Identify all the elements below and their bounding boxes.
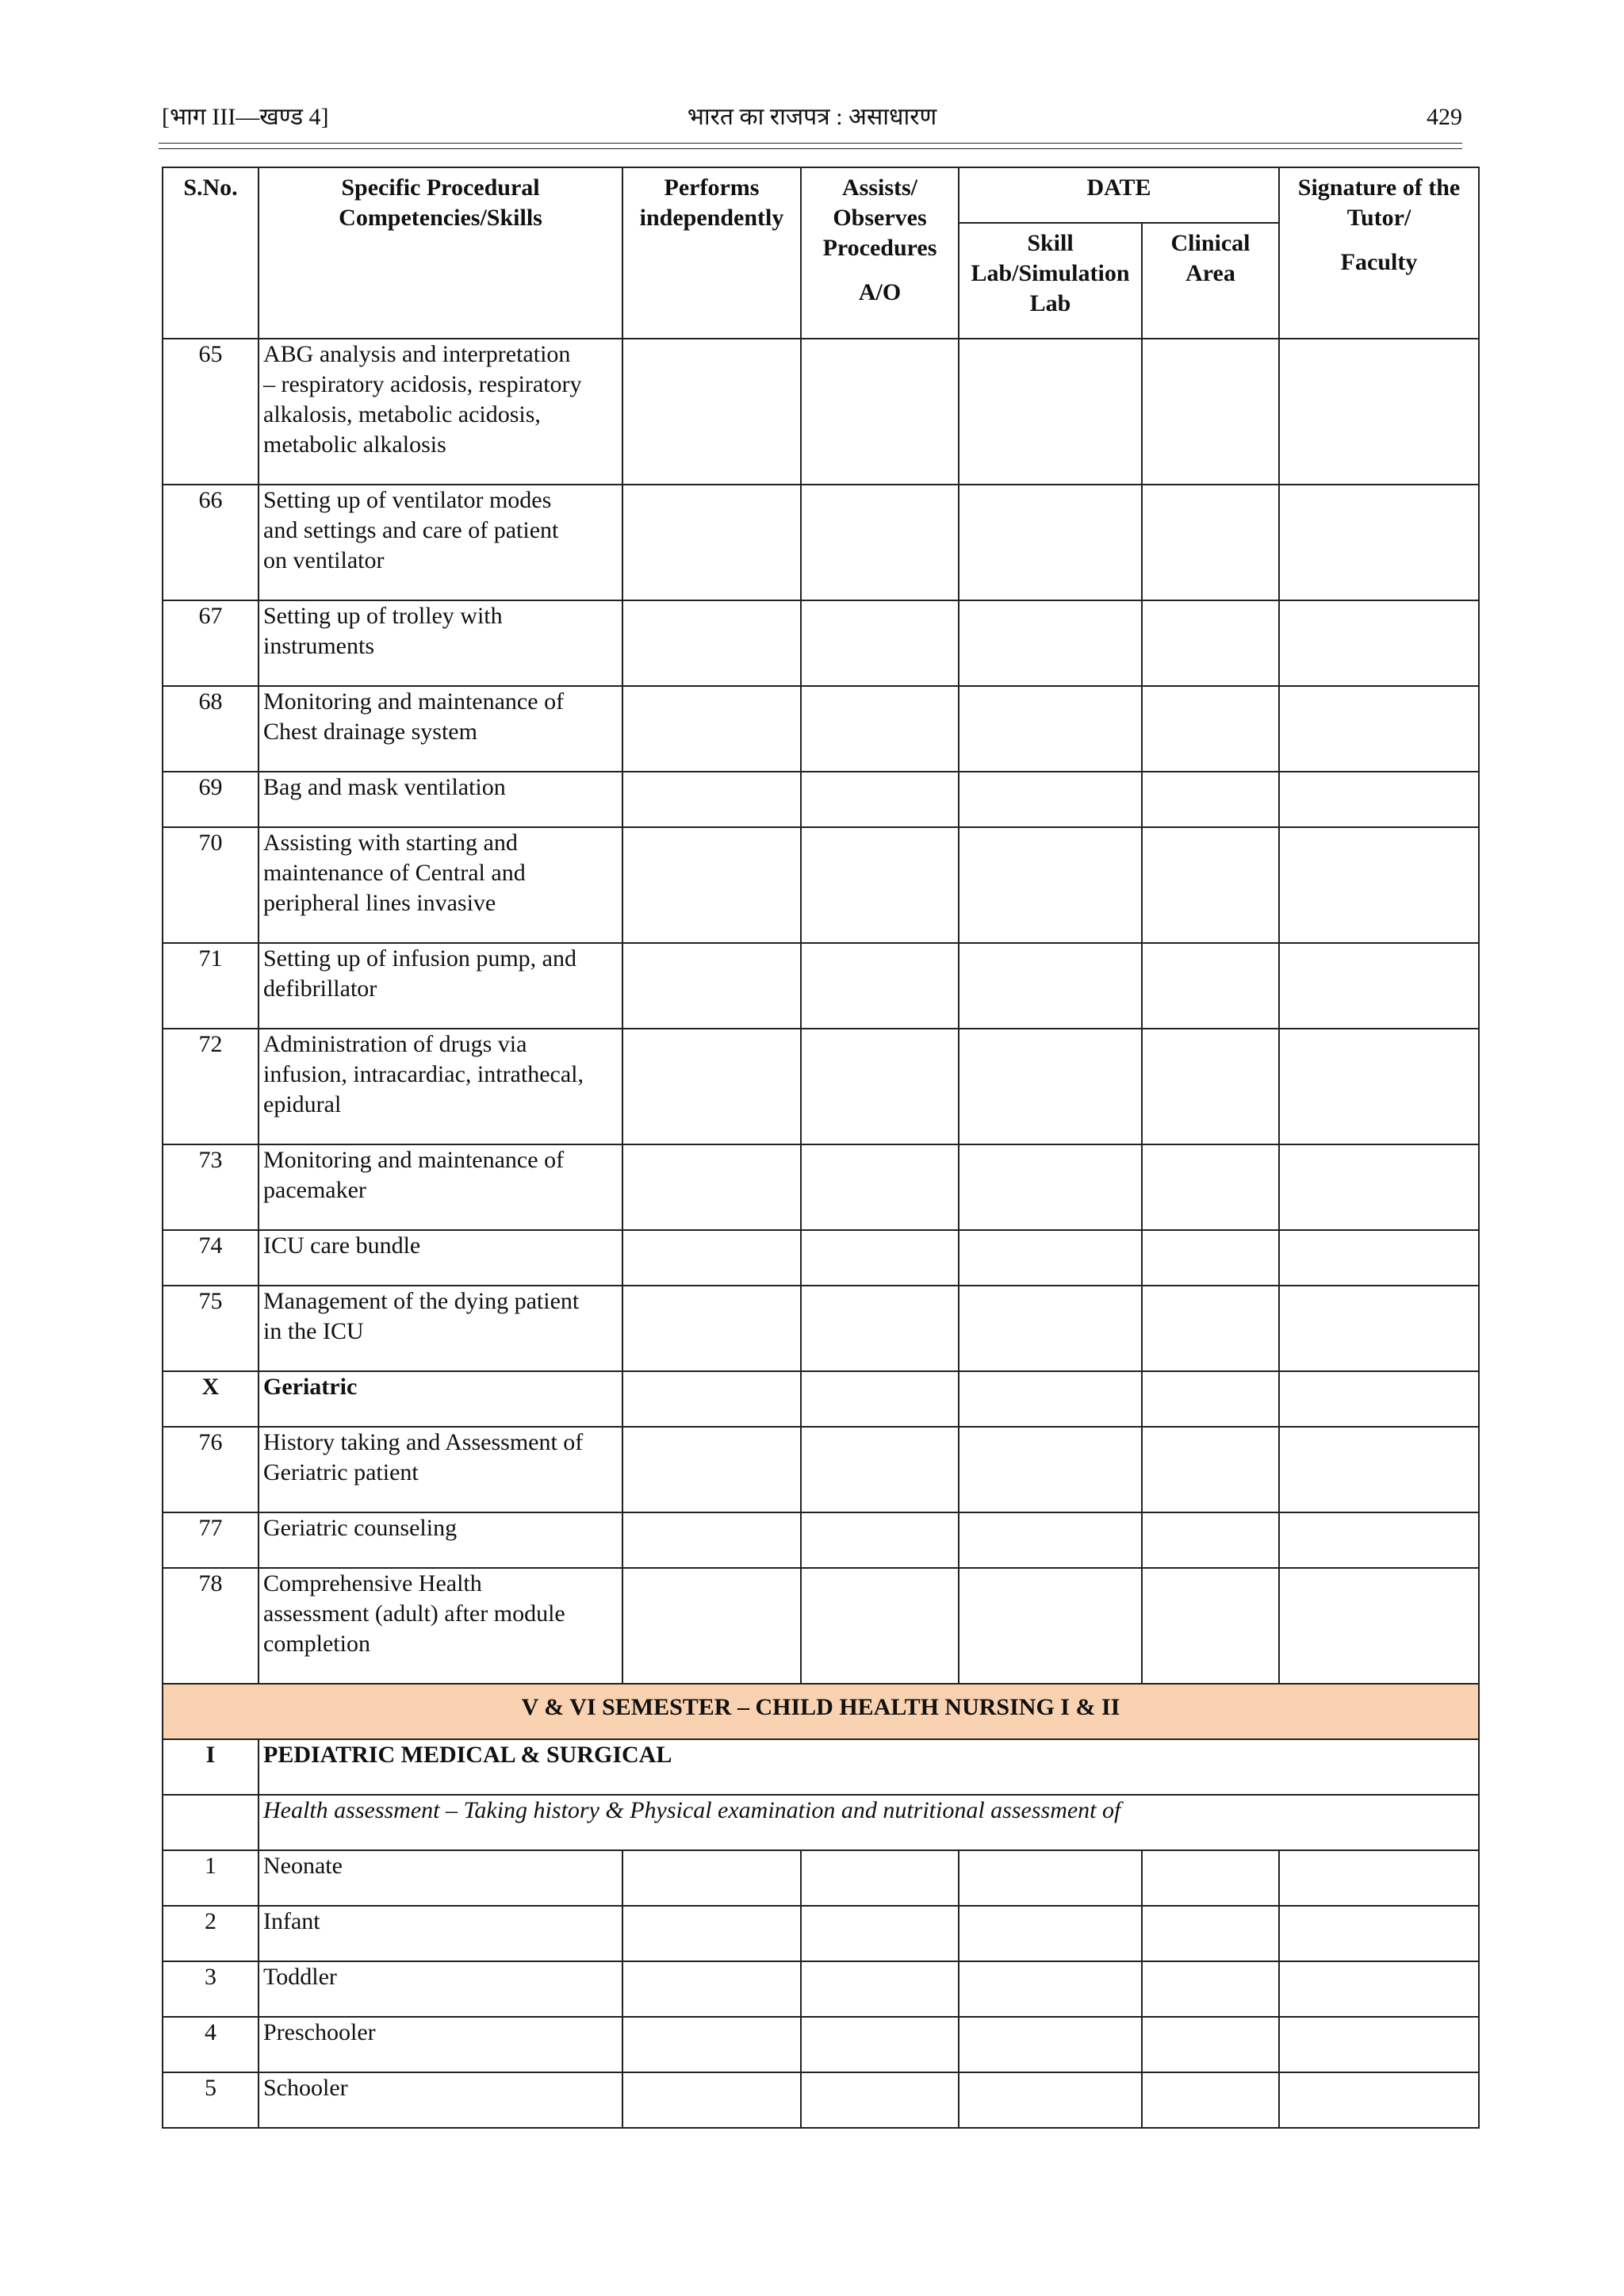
cell-clinical-date[interactable] <box>1142 1512 1279 1568</box>
cell-assists[interactable] <box>801 1230 959 1286</box>
cell-assists[interactable] <box>801 485 959 600</box>
cell-assists[interactable] <box>801 1568 959 1684</box>
cell-assists[interactable] <box>801 2017 959 2072</box>
cell-performs[interactable] <box>622 1512 801 1568</box>
cell-signature[interactable] <box>1279 1568 1479 1684</box>
cell-clinical-date[interactable] <box>1142 1230 1279 1286</box>
skill-text-line: Neonate <box>263 1853 343 1879</box>
cell-skill-lab-date[interactable] <box>959 1850 1142 1906</box>
cell-clinical-date[interactable] <box>1142 1427 1279 1512</box>
skill-text-line: pacemaker <box>263 1177 366 1203</box>
cell-clinical-date[interactable] <box>1142 1961 1279 2017</box>
skill-text-line: Toddler <box>263 1964 337 1990</box>
section-row <box>163 1371 1479 1427</box>
cell-clinical-date[interactable] <box>1142 686 1279 772</box>
cell-signature[interactable] <box>1279 1371 1479 1427</box>
skill-text-line: Geriatric counseling <box>263 1515 458 1541</box>
cell-performs[interactable] <box>622 1029 801 1144</box>
cell-signature[interactable] <box>1279 485 1479 600</box>
cell-skill <box>259 1512 622 1568</box>
skill-text-line: instruments <box>263 633 374 659</box>
cell-clinical-date[interactable] <box>1142 1144 1279 1230</box>
cell-sno: 3 <box>163 1961 259 2017</box>
table-row <box>163 485 1479 600</box>
cell-sno: 4 <box>163 2017 259 2072</box>
note-text: Health assessment – Taking history & Physical examination and nutritional assessment of <box>259 1795 1479 1850</box>
cell-signature[interactable] <box>1279 943 1479 1029</box>
cell-signature[interactable] <box>1279 600 1479 686</box>
competency-table <box>162 167 1480 2129</box>
table-row <box>163 1512 1479 1568</box>
gazette-title: भारत का राजपत्र : असाधारण <box>687 104 937 130</box>
cell-clinical-date[interactable] <box>1142 339 1279 485</box>
cell-performs[interactable] <box>622 772 801 827</box>
cell-sno: 5 <box>163 2072 259 2128</box>
skill-text-line: epidural <box>263 1091 342 1117</box>
cell-assists[interactable] <box>801 1029 959 1144</box>
cell-sno: 70 <box>163 827 259 943</box>
skill-text-line: alkalosis, metabolic acidosis, <box>263 401 541 427</box>
cell-clinical-date[interactable] <box>1142 485 1279 600</box>
skill-text-line: defibrillator <box>263 976 377 1002</box>
cell-performs[interactable] <box>622 1144 801 1230</box>
cell-clinical-date[interactable] <box>1142 827 1279 943</box>
cell-skill-lab-date[interactable] <box>959 600 1142 686</box>
cell-sno: 73 <box>163 1144 259 1230</box>
cell-performs[interactable] <box>622 1230 801 1286</box>
col-performs-header: Performs independently <box>622 167 801 339</box>
cell-assists[interactable] <box>801 1961 959 2017</box>
cell-skill <box>259 2072 622 2128</box>
cell-skill-lab-date[interactable] <box>959 1906 1142 1961</box>
skill-text-line: Infant <box>263 1908 320 1934</box>
skill-text-line: Assisting with starting and <box>263 830 518 856</box>
cell-skill <box>259 2017 622 2072</box>
col-skill-lab-header: Skill Lab/Simulation Lab <box>959 223 1142 339</box>
skill-text-line: peripheral lines invasive <box>263 890 496 916</box>
table-row <box>163 339 1479 485</box>
cell-signature[interactable] <box>1279 1906 1479 1961</box>
semester-band-row <box>163 1684 1479 1739</box>
subsection-title: PEDIATRIC MEDICAL & SURGICAL <box>259 1739 1479 1795</box>
skill-text-line: Chest drainage system <box>263 719 477 745</box>
cell-sno: 1 <box>163 1850 259 1906</box>
cell-skill-lab-date[interactable] <box>959 1512 1142 1568</box>
cell-clinical-date[interactable] <box>1142 600 1279 686</box>
table-row <box>163 1029 1479 1144</box>
cell-performs[interactable] <box>622 1371 801 1427</box>
cell-signature[interactable] <box>1279 339 1479 485</box>
cell-skill-lab-date[interactable] <box>959 827 1142 943</box>
cell-skill <box>259 600 622 686</box>
skill-text-line: metabolic alkalosis <box>263 431 446 458</box>
cell-skill <box>259 1961 622 2017</box>
cell-performs[interactable] <box>622 1568 801 1684</box>
cell-skill <box>259 1029 622 1144</box>
table-row <box>163 1906 1479 1961</box>
cell-performs[interactable] <box>622 1427 801 1512</box>
cell-clinical-date[interactable] <box>1142 1371 1279 1427</box>
cell-assists[interactable] <box>801 1512 959 1568</box>
cell-signature[interactable] <box>1279 1029 1479 1144</box>
cell-clinical-date[interactable] <box>1142 2017 1279 2072</box>
skill-text-line: Setting up of infusion pump, and <box>263 945 576 972</box>
skill-text-line: infusion, intracardiac, intrathecal, <box>263 1061 584 1087</box>
cell-signature[interactable] <box>1279 1850 1479 1906</box>
cell-skill-lab-date[interactable] <box>959 1427 1142 1512</box>
header-rule-bottom <box>159 148 1462 149</box>
skill-text-line: Management of the dying patient <box>263 1288 580 1314</box>
table-row <box>163 1427 1479 1512</box>
col-sno-header: S.No. <box>163 167 259 339</box>
cell-skill-lab-date[interactable] <box>959 1371 1142 1427</box>
col-skill-header: Specific Procedural Competencies/Skills <box>259 167 622 339</box>
cell-sno: 72 <box>163 1029 259 1144</box>
cell-sno: 65 <box>163 339 259 485</box>
skill-text-line: completion <box>263 1631 370 1657</box>
cell-performs[interactable] <box>622 1850 801 1906</box>
cell-signature[interactable] <box>1279 2017 1479 2072</box>
cell-sno: X <box>163 1371 259 1427</box>
skill-text-line: Comprehensive Health <box>263 1570 482 1596</box>
skill-text-line: Preschooler <box>263 2019 376 2045</box>
cell-sno: 74 <box>163 1230 259 1286</box>
cell-assists[interactable] <box>801 600 959 686</box>
table-row <box>163 772 1479 827</box>
skill-text-line: and settings and care of patient <box>263 517 559 543</box>
col-date-header: DATE <box>959 167 1279 223</box>
table-row <box>163 1568 1479 1684</box>
col-clinical-header: Clinical Area <box>1142 223 1279 339</box>
cell-clinical-date[interactable] <box>1142 1029 1279 1144</box>
page-header <box>162 100 1462 140</box>
skill-text-line: Schooler <box>263 2075 348 2101</box>
cell-assists[interactable] <box>801 827 959 943</box>
cell-performs[interactable] <box>622 1286 801 1371</box>
skill-text-line: Setting up of ventilator modes <box>263 487 552 513</box>
skill-text-line: Bag and mask ventilation <box>263 774 506 800</box>
cell-skill <box>259 1850 622 1906</box>
table-row <box>163 2072 1479 2128</box>
cell-skill <box>259 1427 622 1512</box>
skill-text-line: Geriatric <box>263 1374 358 1400</box>
cell-skill-lab-date[interactable] <box>959 772 1142 827</box>
table-header-row <box>163 167 1479 223</box>
cell-skill-lab-date[interactable] <box>959 686 1142 772</box>
cell-clinical-date[interactable] <box>1142 1850 1279 1906</box>
table-row <box>163 1961 1479 2017</box>
skill-text-line: assessment (adult) after module <box>263 1600 565 1627</box>
table-row <box>163 827 1479 943</box>
cell-skill <box>259 339 622 485</box>
skill-text-line: on ventilator <box>263 547 385 573</box>
cell-signature[interactable] <box>1279 686 1479 772</box>
cell-sno: 69 <box>163 772 259 827</box>
cell-assists[interactable] <box>801 1371 959 1427</box>
skill-text-line: ICU care bundle <box>263 1232 421 1259</box>
cell-skill <box>259 943 622 1029</box>
cell-sno: 68 <box>163 686 259 772</box>
cell-skill <box>259 1371 622 1427</box>
cell-performs[interactable] <box>622 943 801 1029</box>
cell-performs[interactable] <box>622 2017 801 2072</box>
cell-skill-lab-date[interactable] <box>959 1286 1142 1371</box>
col-signature-header: Signature of the Tutor/ Faculty <box>1279 167 1479 339</box>
cell-performs[interactable] <box>622 600 801 686</box>
skill-text-line: ABG analysis and interpretation <box>263 341 571 367</box>
cell-skill <box>259 485 622 600</box>
cell-skill <box>259 1144 622 1230</box>
cell-sno: 78 <box>163 1568 259 1684</box>
gazette-part-label: [भाग III—खण्ड 4] <box>162 104 329 130</box>
cell-performs[interactable] <box>622 1906 801 1961</box>
col-assists-header: Assists/ Observes Procedures A/O <box>801 167 959 339</box>
skill-text-line: Administration of drugs via <box>263 1031 527 1057</box>
table-row <box>163 1850 1479 1906</box>
cell-skill-lab-date[interactable] <box>959 1568 1142 1684</box>
cell-signature[interactable] <box>1279 1961 1479 2017</box>
cell-clinical-date[interactable] <box>1142 943 1279 1029</box>
note-row <box>163 1795 1479 1850</box>
cell-clinical-date[interactable] <box>1142 2072 1279 2128</box>
cell-clinical-date[interactable] <box>1142 1286 1279 1371</box>
cell-skill-lab-date[interactable] <box>959 1961 1142 2017</box>
cell-assists[interactable] <box>801 1906 959 1961</box>
cell-skill <box>259 827 622 943</box>
table-row <box>163 1144 1479 1230</box>
cell-skill-lab-date[interactable] <box>959 1230 1142 1286</box>
cell-signature[interactable] <box>1279 827 1479 943</box>
header-rule-top <box>159 143 1462 144</box>
cell-sno: 2 <box>163 1906 259 1961</box>
cell-assists[interactable] <box>801 1850 959 1906</box>
cell-performs[interactable] <box>622 485 801 600</box>
cell-clinical-date[interactable] <box>1142 1568 1279 1684</box>
cell-performs[interactable] <box>622 2072 801 2128</box>
cell-skill <box>259 1906 622 1961</box>
cell-assists[interactable] <box>801 339 959 485</box>
cell-clinical-date[interactable] <box>1142 772 1279 827</box>
skill-text-line: Setting up of trolley with <box>263 603 503 629</box>
table-row <box>163 1286 1479 1371</box>
subsection-row <box>163 1739 1479 1795</box>
table-row <box>163 2017 1479 2072</box>
cell-skill <box>259 1286 622 1371</box>
cell-skill-lab-date[interactable] <box>959 1144 1142 1230</box>
cell-signature[interactable] <box>1279 1144 1479 1230</box>
cell-performs[interactable] <box>622 1961 801 2017</box>
cell-sno: 77 <box>163 1512 259 1568</box>
cell-signature[interactable] <box>1279 2072 1479 2128</box>
cell-assists[interactable] <box>801 1427 959 1512</box>
cell-skill <box>259 1230 622 1286</box>
table-row <box>163 943 1479 1029</box>
semester-band-title: V & VI SEMESTER – CHILD HEALTH NURSING I & II <box>163 1684 1479 1739</box>
skill-text-line: in the ICU <box>263 1318 364 1344</box>
cell-sno: 75 <box>163 1286 259 1371</box>
cell-skill-lab-date[interactable] <box>959 943 1142 1029</box>
cell-skill-lab-date[interactable] <box>959 2072 1142 2128</box>
table-row <box>163 1230 1479 1286</box>
cell-sno: 66 <box>163 485 259 600</box>
table-row <box>163 686 1479 772</box>
cell-assists[interactable] <box>801 943 959 1029</box>
skill-text-line: – respiratory acidosis, respiratory <box>263 371 582 397</box>
cell-assists[interactable] <box>801 1144 959 1230</box>
cell-signature[interactable] <box>1279 1230 1479 1286</box>
cell-performs[interactable] <box>622 686 801 772</box>
cell-skill <box>259 686 622 772</box>
skill-text-line: Monitoring and maintenance of <box>263 1147 565 1173</box>
skill-text-line: History taking and Assessment of <box>263 1429 584 1455</box>
table-row <box>163 600 1479 686</box>
cell-assists[interactable] <box>801 772 959 827</box>
cell-skill-lab-date[interactable] <box>959 339 1142 485</box>
cell-signature[interactable] <box>1279 1512 1479 1568</box>
cell-assists[interactable] <box>801 1286 959 1371</box>
subsection-sno: I <box>163 1739 259 1795</box>
cell-skill-lab-date[interactable] <box>959 1029 1142 1144</box>
cell-performs[interactable] <box>622 827 801 943</box>
note-sno-empty <box>163 1795 259 1850</box>
page-number: 429 <box>1427 104 1462 130</box>
cell-assists[interactable] <box>801 686 959 772</box>
skill-text-line: maintenance of Central and <box>263 860 526 886</box>
cell-skill-lab-date[interactable] <box>959 485 1142 600</box>
cell-sno: 76 <box>163 1427 259 1512</box>
cell-skill <box>259 772 622 827</box>
cell-sno: 67 <box>163 600 259 686</box>
cell-sno: 71 <box>163 943 259 1029</box>
cell-clinical-date[interactable] <box>1142 1906 1279 1961</box>
cell-performs[interactable] <box>622 339 801 485</box>
cell-skill-lab-date[interactable] <box>959 2017 1142 2072</box>
skill-text-line: Monitoring and maintenance of <box>263 688 565 715</box>
skill-text-line: Geriatric patient <box>263 1459 419 1485</box>
cell-assists[interactable] <box>801 2072 959 2128</box>
cell-skill <box>259 1568 622 1684</box>
cell-signature[interactable] <box>1279 1286 1479 1371</box>
cell-signature[interactable] <box>1279 1427 1479 1512</box>
cell-signature[interactable] <box>1279 772 1479 827</box>
